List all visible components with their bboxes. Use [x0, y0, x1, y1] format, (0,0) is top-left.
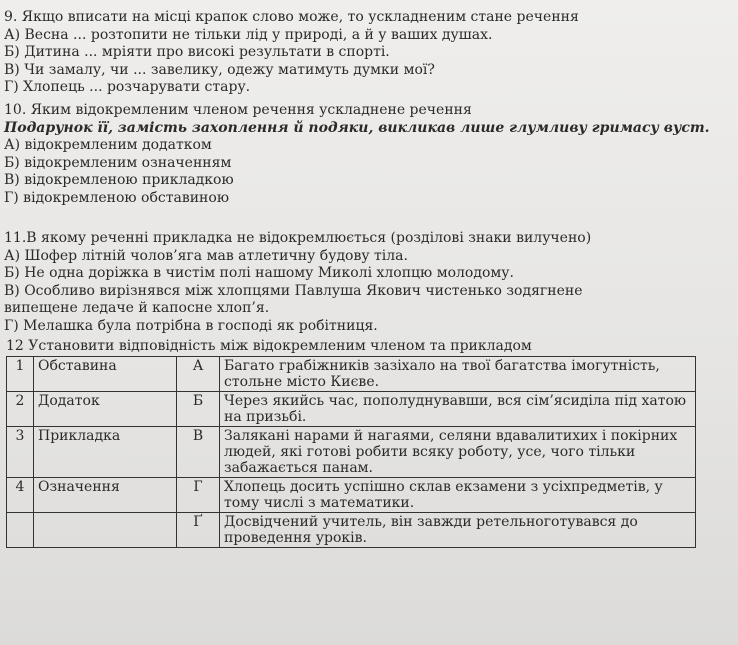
question-10-stem: 10. Яким відокремленим членом речення ускладнене речення — [4, 102, 472, 118]
letter-cell: Б — [177, 392, 220, 427]
letter-cell: В — [177, 427, 220, 478]
table-row — [7, 427, 696, 478]
term-cell: Обставина — [34, 357, 177, 392]
example-cell: Через якийсь час, пополуднувавши, вся сім’ясиділа під хатою на призьбі. — [220, 392, 696, 427]
question-10-option-a: А) відокремленим додатком — [4, 137, 212, 153]
question-9-option-c: В) Чи замалу, чи ... завелику, одежу матимуть думки мої? — [4, 61, 435, 78]
letter-cell: Г — [177, 478, 220, 513]
question-10-option-d: Г) відокремленою обставиною — [4, 189, 230, 206]
question-12-title: 12 Установити відповідність між відокремленим членом та прикладом — [6, 338, 532, 354]
question-9 — [4, 9, 579, 97]
example-cell: Хлопець досить успішно склав екзамени з усіхпредметів, у тому числі з математики. — [220, 478, 696, 513]
row-number: 3 — [7, 427, 34, 478]
row-number: 2 — [7, 392, 34, 427]
term-cell: Означення — [34, 478, 177, 513]
question-10-option-c: В) відокремленою прикладкою — [4, 172, 234, 188]
question-10-option-b: Б) відокремленим означенням — [4, 154, 232, 171]
question-9-option-d: Г) Хлопець ... розчарувати стару. — [4, 79, 251, 95]
example-cell: Багато грабіжників зазіхало на твої багатства імогутність, стольне місто Києве. — [220, 357, 696, 392]
letter-cell: Ґ — [177, 513, 220, 548]
question-11-stem: 11.В якому реченні прикладка не відокремлюється (розділові знаки вилучено) — [4, 230, 592, 246]
table-row — [7, 357, 696, 392]
row-number: 4 — [7, 478, 34, 513]
question-9-option-b: Б) Дитина ... мріяти про високі результати в спорті. — [4, 44, 390, 60]
row-number — [7, 513, 34, 548]
question-11 — [4, 230, 591, 335]
term-cell: Прикладка — [34, 427, 177, 478]
question-11-option-c: В) Особливо вирізнявся між хлопцями Павлуша Якович чистенько зодягнене — [4, 282, 583, 299]
question-11-option-c-continued: випещене ледаче й капосне хлоп’я. — [4, 300, 270, 316]
example-cell: Залякані нарами й нагаями, селяни вдавалитихих і покірних людей, які готові робити всяку роботу, усе, чого тільки забажається панам. — [220, 427, 696, 478]
table-row — [7, 478, 696, 513]
question-11-option-b: Б) Не одна доріжка в чистім полі нашому Миколі хлопцю молодому. — [4, 265, 514, 281]
example-cell: Досвідчений учитель, він завжди ретельноготувався до проведення уроків. — [220, 513, 696, 548]
term-cell: Додаток — [34, 392, 177, 427]
question-11-option-a: А) Шофер літній чолов’яга мав атлетичну будову тіла. — [4, 247, 408, 264]
question-9-option-a: А) Весна ... розтопити не тільки лід у природі, а й у ваших душах. — [4, 26, 493, 43]
question-10-sentence: Подарунок її, замість захоплення й подяки, викликав лише глумливу гримасу вуст. — [4, 119, 710, 136]
table-row — [7, 392, 696, 427]
question-10 — [4, 102, 710, 207]
letter-cell: А — [177, 357, 220, 392]
table-row — [7, 513, 696, 548]
row-number: 1 — [7, 357, 34, 392]
term-cell — [34, 513, 177, 548]
question-11-option-d: Г) Мелашка була потрібна в господі як робітниця. — [4, 317, 378, 334]
matching-table — [6, 356, 696, 548]
question-9-stem: 9. Якщо вписати на місці крапок слово може, то ускладненим стане речення — [4, 9, 579, 25]
